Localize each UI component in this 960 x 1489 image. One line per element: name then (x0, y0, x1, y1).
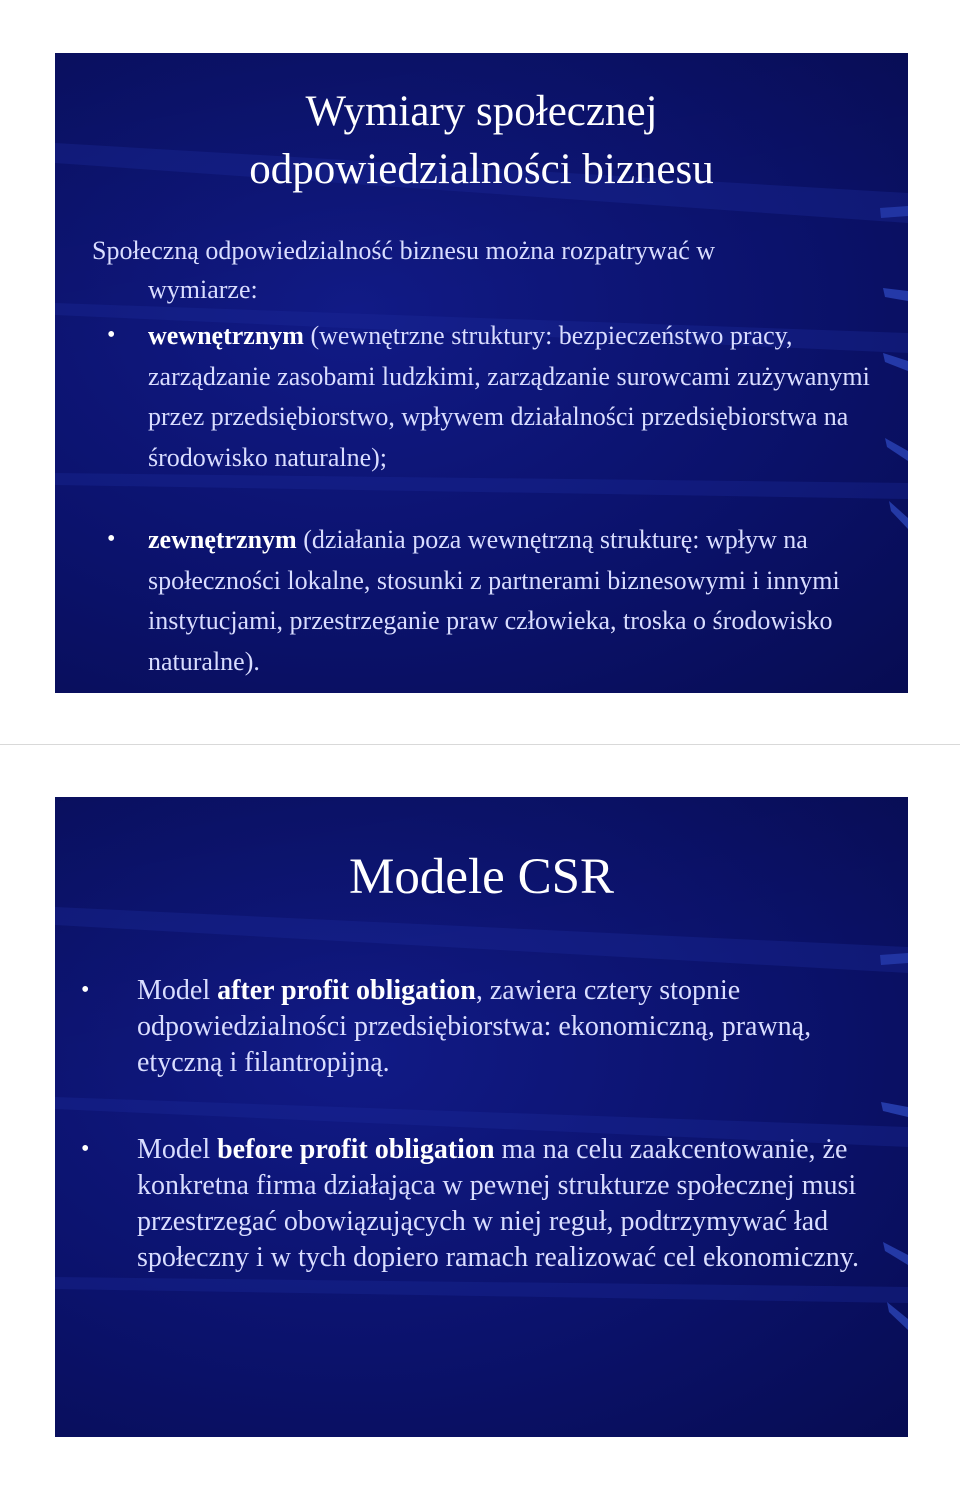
slide-title-line: Wymiary społecznej (305, 88, 658, 135)
bullet-item-internal (107, 316, 908, 478)
bullet-text (137, 973, 867, 1081)
bullet-icon: • (81, 1136, 90, 1162)
bullet-item-external (107, 520, 908, 682)
bold-term: after profit obligation (217, 975, 476, 1006)
slide-dimensions (55, 53, 908, 693)
bullet-body: (działania poza wewnętrzną strukturę: wpływ na społeczności lokalne, stosunki z partnerami biznesowymi i innymi instytucjami, przestrzeganie praw człowieka, troska o środowisko naturalne). (148, 525, 840, 676)
bullet-text (137, 1132, 867, 1276)
bold-term: before profit obligation (217, 1134, 495, 1165)
bullet-text (148, 520, 908, 682)
slide-csr-models (55, 797, 908, 1437)
bullet-body: ma na celu zaakcentowanie, że konkretna firma działająca w pewnej strukturze społecznej musi przestrzegać obowiązujących w niej reguł, podtrzymywać ład społeczny i w tych dopiero ramach realizować cel ekonomiczny. (137, 1134, 859, 1273)
bullet-prefix: Model (137, 975, 218, 1006)
page-divider (0, 744, 960, 745)
bullet-text (148, 316, 908, 478)
bullet-prefix: Model (137, 1134, 218, 1165)
intro-line: wymiarze: (148, 275, 258, 304)
bullet-list (55, 797, 908, 1437)
bold-term: zewnętrznym (148, 525, 297, 554)
bullet-list (55, 53, 908, 693)
bullet-body: , zawiera cztery stopnie odpowiedzialności przedsiębiorstwa: ekonomiczną, prawną, etyczną i filantropijną. (137, 975, 812, 1078)
bullet-item-before-profit (81, 1132, 867, 1276)
bullet-icon: • (107, 526, 116, 552)
intro-line: Społeczną odpowiedzialność biznesu można rozpatrywać w (92, 236, 716, 265)
bullet-item-after-profit (81, 973, 867, 1081)
bullet-body: (wewnętrzne struktury: bezpieczeństwo pracy, zarządzanie zasobami ludzkimi, zarządzanie surowcami zużywanymi przez przedsiębiorstwo, wpływem działalności przedsiębiorstwa na środowisko naturalne); (148, 321, 870, 472)
bullet-icon: • (81, 977, 90, 1003)
bullet-icon: • (107, 322, 116, 348)
bold-term: wewnętrznym (148, 321, 304, 350)
slide-title-line: odpowiedzialności biznesu (249, 146, 714, 193)
slide-title: Modele CSR (349, 849, 614, 905)
